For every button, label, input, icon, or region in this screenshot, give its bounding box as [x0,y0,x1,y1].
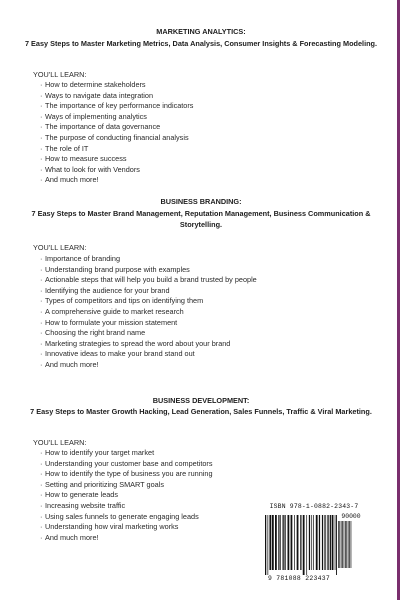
list-item: · How to determine stakeholders [40,80,193,91]
section-3-list [40,448,213,543]
list-item: · How to formulate your mission statement [40,318,257,329]
section-2-title: BUSINESS BRANDING: [160,197,242,206]
list-item: · Identifying the audience for your brand [40,286,257,297]
list-item: · Importance of branding [40,254,257,265]
section-3-title: BUSINESS DEVELOPMENT: [152,396,250,405]
list-item: · And much more! [40,360,257,371]
list-item: · Increasing website traffic [40,501,213,512]
list-item: · Setting and prioritizing SMART goals [40,480,213,491]
list-item: · The importance of key performance indicators [40,101,193,112]
list-item: · Ways to navigate data integration [40,91,193,102]
list-item: · The importance of data governance [40,122,193,133]
ean-number: 9 781088 223437 [267,575,331,582]
barcode-addon-icon [338,521,362,573]
list-item: · Understanding brand purpose with examples [40,265,257,276]
section-1-list [40,80,193,186]
list-item: · And much more! [40,533,213,544]
section-3-learn-label: YOU'LL LEARN: [33,438,87,447]
section-3-subtitle: 7 Easy Steps to Master Growth Hacking, Lead Generation, Sales Funnels, Traffic & Viral Marketing. [30,407,372,416]
list-item: · Understanding your customer base and competitors [40,459,213,470]
section-1-subtitle: 7 Easy Steps to Master Marketing Metrics, Data Analysis, Consumer Insights & Forecasting Modeling. [24,39,378,48]
list-item: · Innovative ideas to make your brand stand out [40,349,257,360]
section-2-subtitle: 7 Easy Steps to Master Brand Management, Reputation Management, Business Communication & Storytelling. [31,209,371,229]
list-item: · How to identify the type of business you are running [40,469,213,480]
isbn-text: ISBN 978-1-0882-2343-7 [269,503,359,510]
list-item: · Marketing strategies to spread the word about your brand [40,339,257,350]
list-item: · What to look for with Vendors [40,165,193,176]
list-item: · The role of IT [40,144,193,155]
section-1-learn-label: YOU'LL LEARN: [33,70,87,79]
list-item: · The purpose of conducting financial analysis [40,133,193,144]
list-item: · Types of competitors and tips on identifying them [40,296,257,307]
section-1-title: MARKETING ANALYTICS: [156,27,246,36]
list-item: · Understanding how viral marketing works [40,522,213,533]
list-item: · How to identify your target market [40,448,213,459]
list-item: · How to generate leads [40,490,213,501]
list-item: · Using sales funnels to generate engaging leads [40,512,213,523]
price-code: 90000 [341,513,361,520]
list-item: · Ways of implementing analytics [40,112,193,123]
list-item: · Actionable steps that will help you build a brand trusted by people [40,275,257,286]
list-item: · Choosing the right brand name [40,328,257,339]
list-item: · A comprehensive guide to market research [40,307,257,318]
list-item: · And much more! [40,175,193,186]
list-item: · How to measure success [40,154,193,165]
section-2-learn-label: YOU'LL LEARN: [33,243,87,252]
barcode-block [258,500,368,586]
barcode-icon [265,515,337,575]
section-2-list [40,254,257,371]
